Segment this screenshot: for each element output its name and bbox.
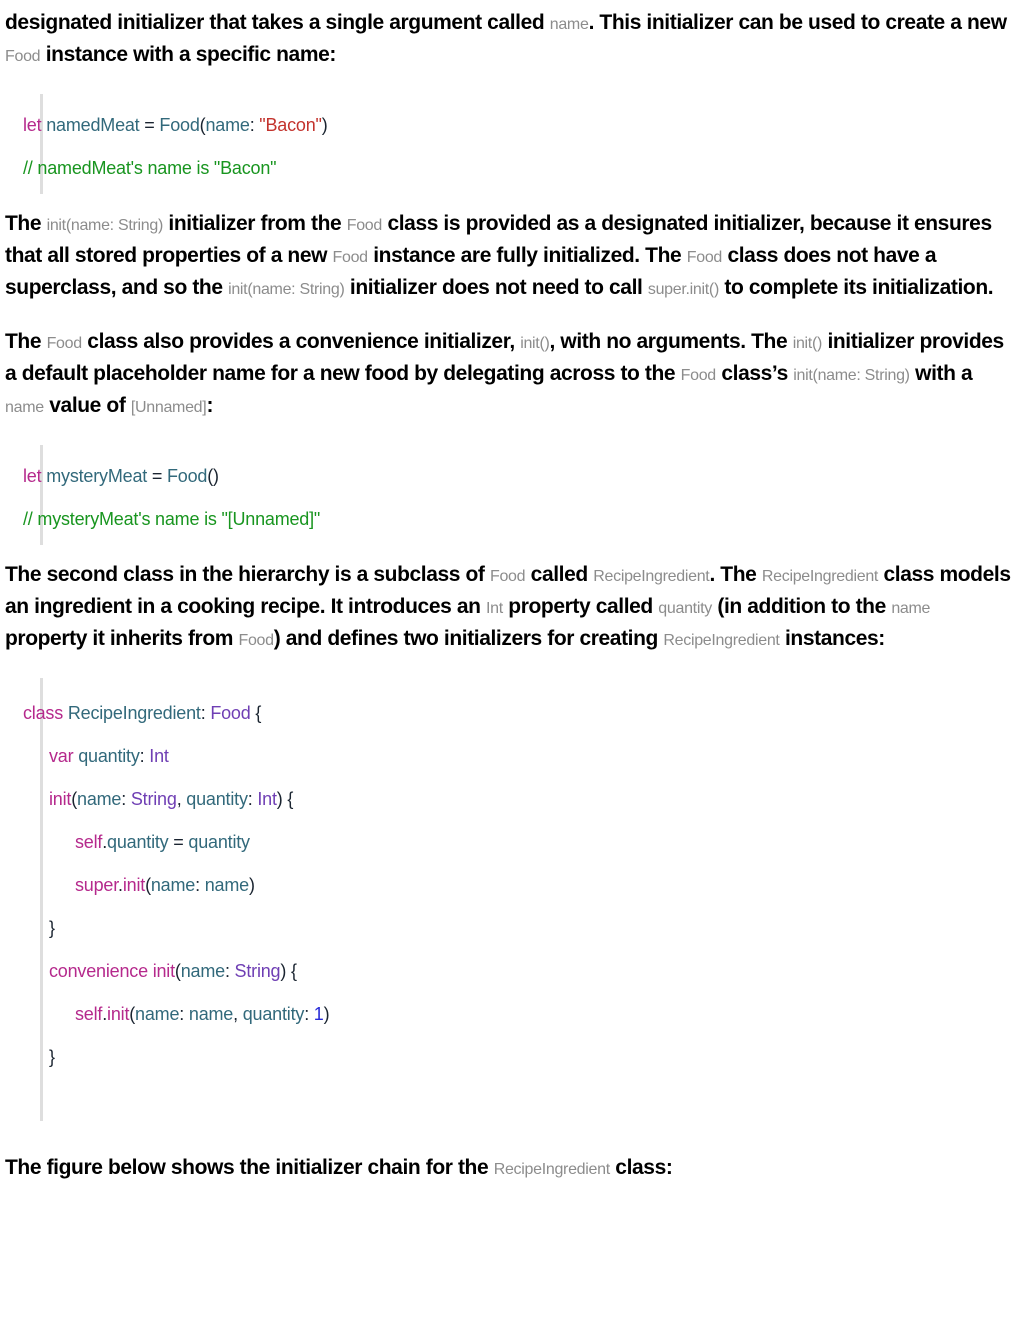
code-token-plain: ( (174, 961, 181, 981)
inline-code: init(name: String) (793, 367, 910, 384)
code-token-plain: . (102, 832, 108, 852)
code-token-plain: ( (145, 875, 151, 895)
code-token-identifier: name (204, 875, 249, 895)
code-token-identifier: namedMeat (46, 115, 140, 135)
code-token-plain: . (102, 1004, 108, 1024)
inline-code: name (891, 600, 931, 617)
inline-code: name (549, 16, 589, 33)
inline-code: Food (46, 335, 82, 352)
code-token-plain: . (118, 875, 123, 895)
code-token-identifier: quantity (78, 746, 140, 766)
text-run: instance with a specific name: (40, 43, 336, 66)
inline-code: Food (332, 249, 368, 266)
code-token-plain: , (176, 789, 187, 809)
code-token-identifier: name (135, 1004, 180, 1024)
inline-code: name (5, 399, 44, 416)
text-run: class does not have a superclass, and so the (5, 244, 937, 299)
code-token-plain: } (49, 918, 55, 938)
inline-code: init(name: String) (228, 281, 345, 298)
code-token-plain: ( (199, 115, 206, 135)
code-token-keyword: init (122, 875, 146, 895)
code-token-identifier: RecipeIngredient (67, 703, 201, 723)
code-token-plain: } (49, 1047, 55, 1067)
code-token-plain: = (147, 466, 167, 486)
code-line (23, 1036, 1014, 1079)
code-line (23, 821, 1014, 864)
code-token-comment: // namedMeat's name is "Bacon" (23, 158, 277, 178)
inline-code: quantity (658, 600, 712, 617)
code-token-plain: ) (321, 115, 328, 135)
code-token-identifier: name (180, 961, 225, 981)
code-token-comment: // mysteryMeat's name is "[Unnamed]" (23, 509, 321, 529)
code-token-plain: { (250, 703, 262, 723)
text-run: initializer provides a default placeholder name for a new food by delegating across to the (5, 330, 1004, 385)
code-token-plain: () (207, 466, 219, 486)
code-token-identifier: name (150, 875, 196, 895)
code-token-plain: = (168, 832, 189, 852)
code-line (23, 735, 1014, 778)
code-line (23, 907, 1014, 950)
text-run: instances: (779, 627, 885, 650)
code-token-keyword: let (23, 466, 42, 486)
code-token-identifier: quantity (188, 832, 250, 852)
code-token-plain: : (249, 115, 260, 135)
paragraph (5, 8, 1014, 72)
code-token-plain: : (247, 789, 258, 809)
code-token-identifier: name (77, 789, 122, 809)
code-token-keyword: self (75, 1004, 103, 1024)
code-token-string: "Bacon" (259, 115, 322, 135)
code-token-plain: : (121, 789, 131, 809)
code-token-identifier: quantity (107, 832, 169, 852)
code-line (23, 498, 1014, 541)
code-token-type: Int (149, 746, 169, 766)
paragraph (5, 327, 1014, 423)
inline-code: Food (346, 217, 383, 234)
code-token-plain: ( (71, 789, 78, 809)
inline-code: init(name: String) (46, 217, 163, 234)
code-token-type: String (130, 789, 177, 809)
text-run: initializer from the (163, 212, 347, 235)
code-token-identifier: quantity (186, 789, 248, 809)
code-token-keyword: var (49, 746, 74, 766)
text-run: class is provided as a designated initializer, because it ensures that all stored properties of a new (5, 212, 992, 267)
inline-code: Food (238, 632, 274, 649)
code-token-plain: , (233, 1004, 243, 1024)
text-run: instance are fully initialized. The (367, 244, 687, 267)
inline-code: init() (520, 335, 550, 352)
code-token-plain: : (200, 703, 211, 723)
inline-code: Food (680, 367, 716, 384)
inline-code: Food (489, 568, 526, 585)
text-run: The second class in the hierarchy is a subclass of (5, 563, 490, 586)
code-line (23, 778, 1014, 821)
code-token-plain: ) (248, 875, 255, 895)
code-block (5, 678, 1014, 1121)
code-token-identifier: name (188, 1004, 234, 1024)
inline-code: Int (485, 600, 503, 617)
code-token-identifier: quantity (242, 1004, 305, 1024)
code-token-number: 1 (313, 1004, 324, 1024)
text-run: class models an ingredient in a cooking recipe. It introduces an (5, 563, 1011, 618)
inline-code: Food (686, 249, 723, 266)
code-line (23, 147, 1014, 190)
text-run: ) and defines two initializers for creating (273, 627, 664, 650)
inline-code: RecipeIngredient (761, 568, 879, 585)
code-token-plain: = (139, 115, 160, 135)
code-token-keyword: let (23, 115, 42, 135)
code-token-keyword: super (75, 875, 119, 895)
code-token-plain: ) (323, 1004, 330, 1024)
code-token-plain: ) { (276, 789, 294, 809)
code-token-plain: : (224, 961, 235, 981)
code-token-type: Int (257, 789, 277, 809)
text-run: property it inherits from (5, 627, 239, 650)
inline-code: RecipeIngredient (593, 568, 710, 585)
text-run: with a (909, 362, 973, 385)
code-token-identifier: mysteryMeat (46, 466, 148, 486)
code-token-plain: : (304, 1004, 314, 1024)
code-token-keyword: init (107, 1004, 130, 1024)
code-token-plain: ) { (280, 961, 297, 981)
text-run: . The (709, 563, 762, 586)
code-block (5, 94, 1014, 194)
code-token-plain: ( (129, 1004, 136, 1024)
text-run: The (5, 330, 47, 353)
paragraph (5, 560, 1014, 656)
text-run: to complete its initialization. (718, 276, 994, 299)
text-run: value of (43, 394, 131, 417)
code-line (23, 950, 1014, 993)
code-token-keyword: init (49, 789, 72, 809)
inline-code: RecipeIngredient (663, 632, 780, 649)
paragraph (5, 1153, 1014, 1185)
text-run: class also provides a convenience initializer, (81, 330, 521, 353)
inline-code: [Unnamed] (130, 399, 207, 416)
document-body (5, 8, 1014, 1185)
code-token-type: Food (210, 703, 251, 723)
text-run: . This initializer can be used to create a new (588, 11, 1007, 34)
inline-code: init() (792, 335, 823, 352)
text-run: class: (609, 1156, 673, 1179)
code-token-identifier: Food (166, 466, 208, 486)
code-token-identifier: name (205, 115, 250, 135)
code-token-identifier: Food (159, 115, 200, 135)
code-token-plain: : (179, 1004, 189, 1024)
text-run: called (525, 563, 594, 586)
code-block (5, 445, 1014, 545)
code-token-type: String (234, 961, 281, 981)
code-token-keyword: convenience (49, 961, 148, 981)
inline-code: super.init() (647, 281, 719, 298)
code-token-plain: : (195, 875, 205, 895)
code-line (23, 993, 1014, 1036)
text-run: class’s (715, 362, 794, 385)
text-run: initializer does not need to call (344, 276, 648, 299)
code-token-keyword: init (152, 961, 175, 981)
paragraph (5, 209, 1014, 305)
code-line (23, 692, 1014, 735)
code-token-keyword: class (23, 703, 64, 723)
text-run: designated initializer that takes a single argument called (5, 11, 550, 34)
code-token-keyword: self (75, 832, 103, 852)
code-line (23, 864, 1014, 907)
inline-code: RecipeIngredient (493, 1161, 610, 1178)
code-line (23, 104, 1014, 147)
text-run: The figure below shows the initializer chain for the (5, 1156, 494, 1179)
text-run: (in addition to the (711, 595, 892, 618)
text-run: property called (502, 595, 659, 618)
text-run: : (206, 394, 214, 417)
inline-code: Food (5, 48, 41, 65)
code-line (23, 455, 1014, 498)
text-run: The (5, 212, 47, 235)
text-run: , with no arguments. The (549, 330, 793, 353)
code-token-plain: : (139, 746, 150, 766)
